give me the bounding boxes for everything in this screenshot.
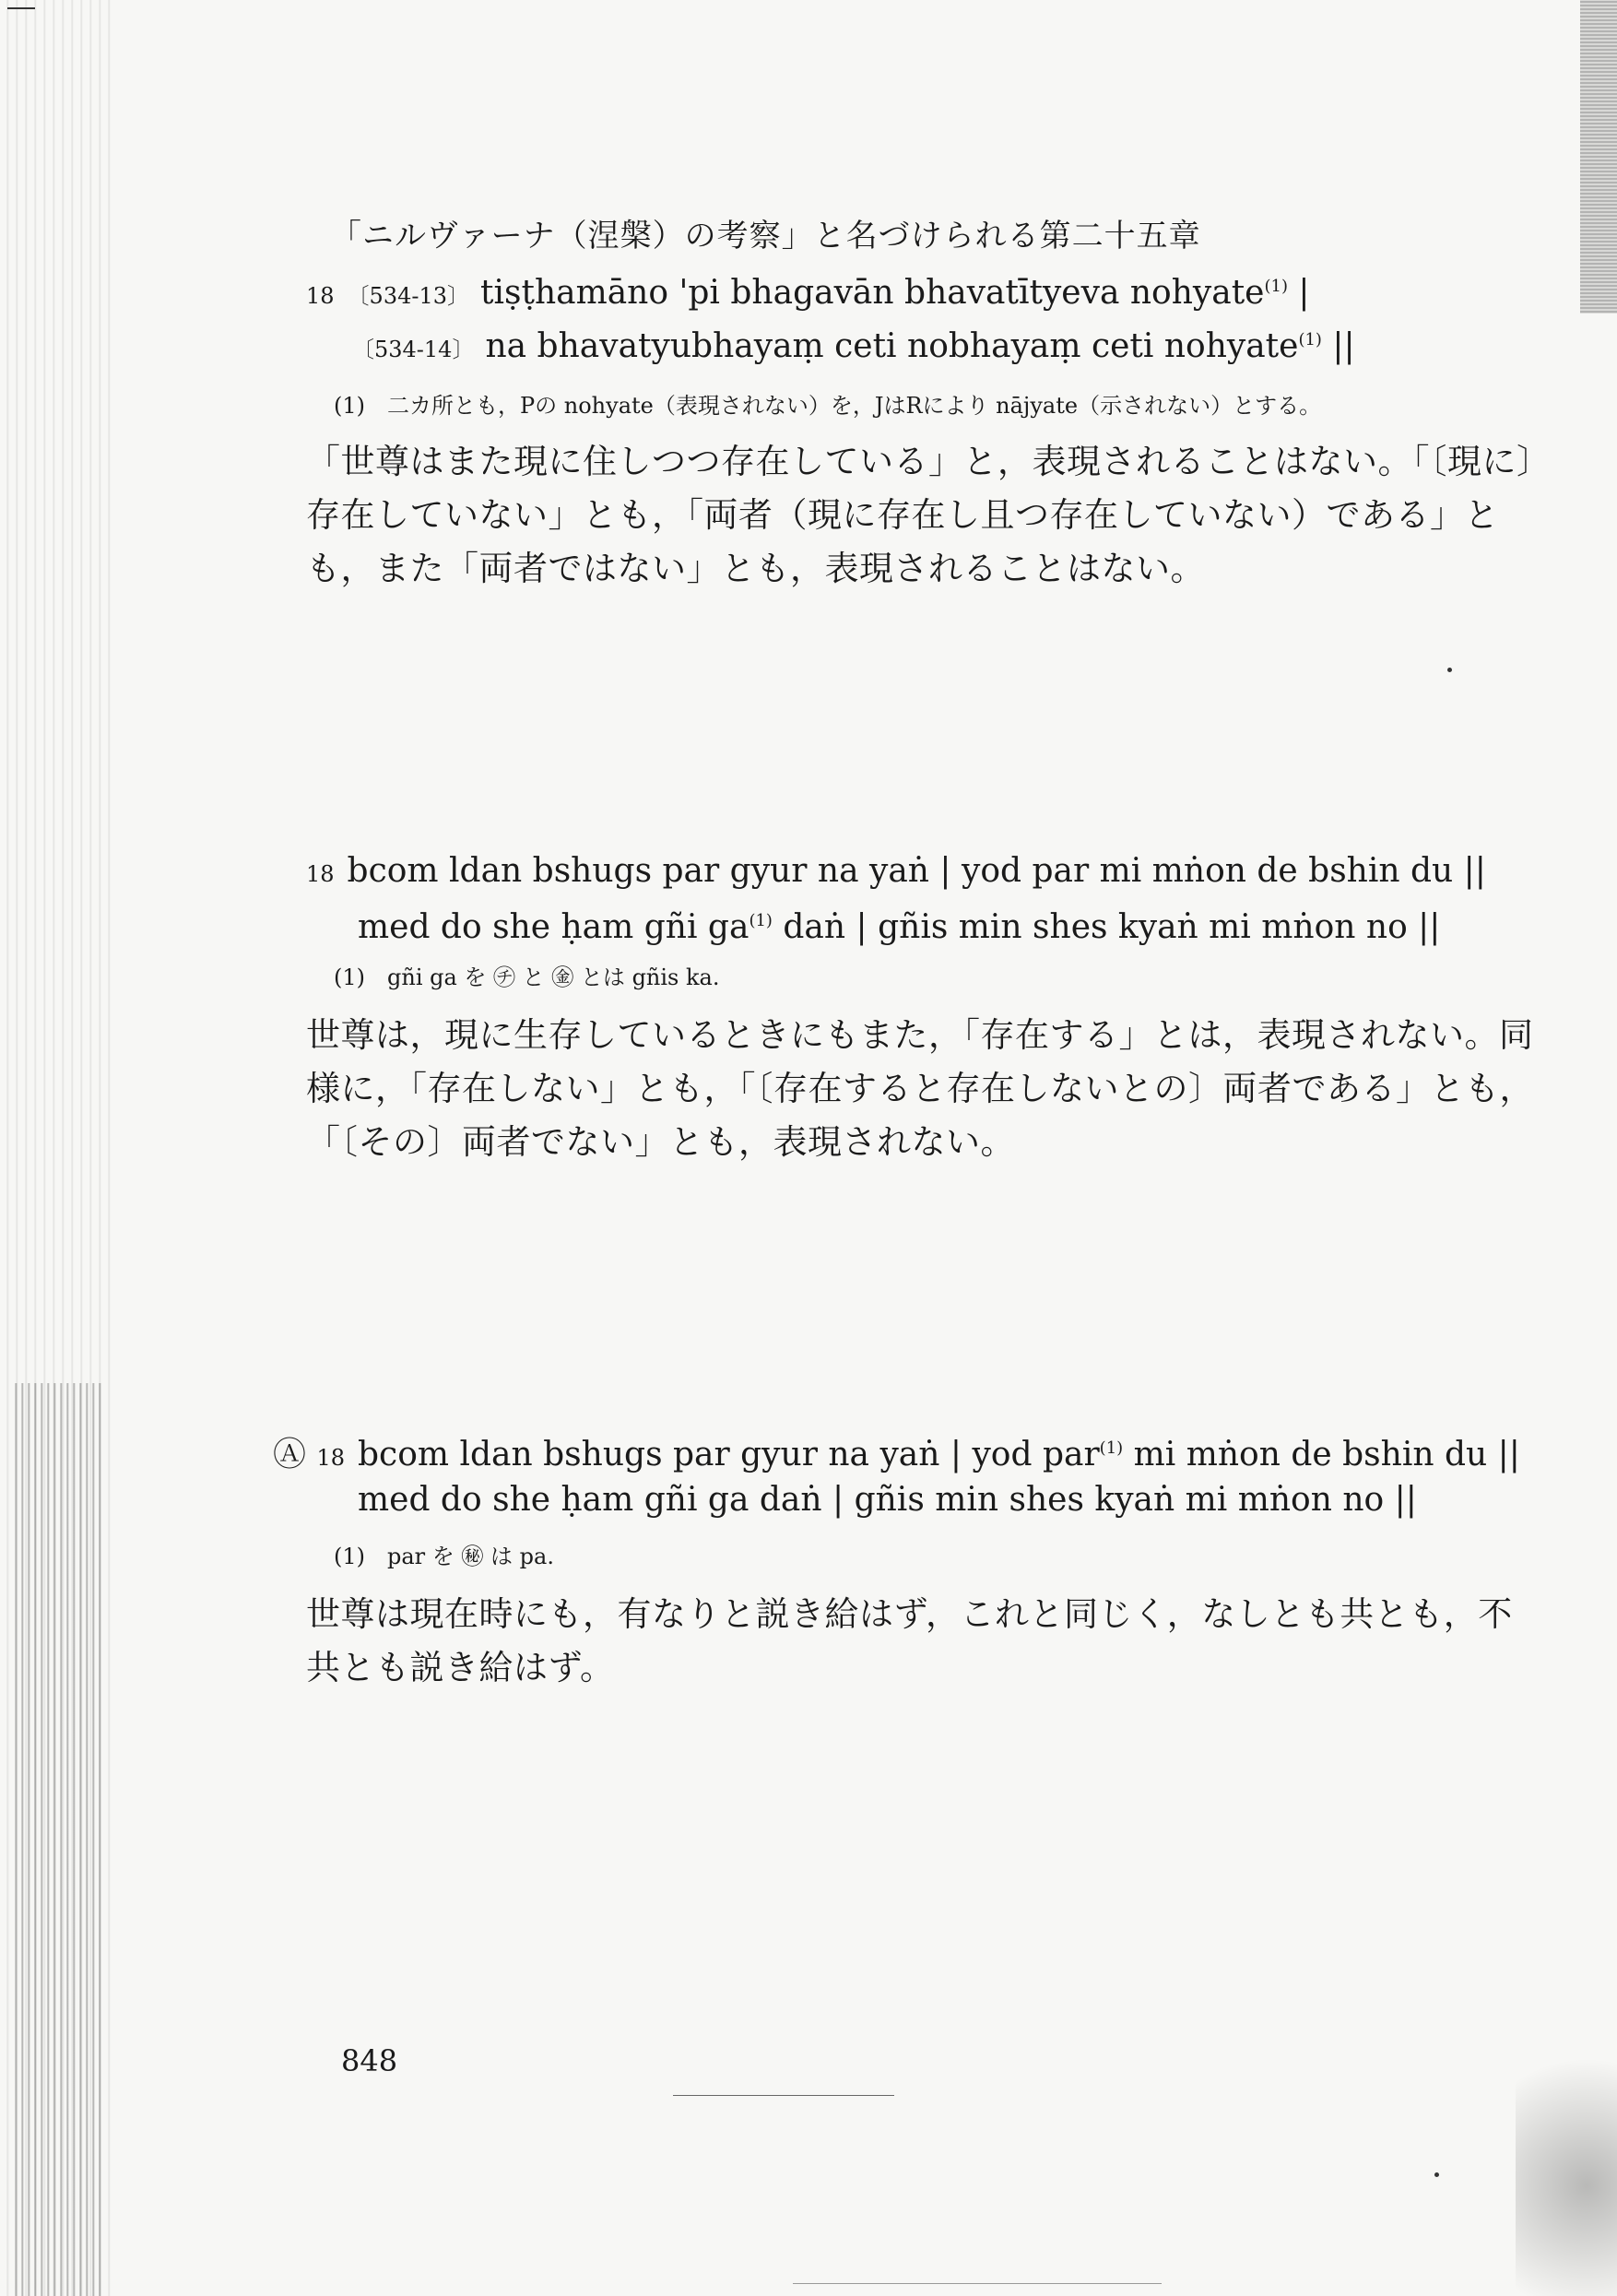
japanese-translation: 「世尊はまた現に住しつつ存在している」と，表現されることはない。「〔現に〕存在していない」とも，「両者（現に存在し且つ存在していない）である」とも，また「両者ではない」とも，表現されることはない。 <box>306 442 1534 588</box>
verse-text: mi mṅon de bshin du || <box>1123 1436 1520 1473</box>
tibetan-line-1 <box>306 845 1486 901</box>
verse-delimiter: || <box>1332 327 1355 365</box>
verse-text: daṅ | gñis min shes kyaṅ mi mṅon no || <box>772 908 1441 946</box>
japanese-translation: 世尊は現在時にも，有なりと説き給はず，これと同じく，なしとも共とも，不共とも説き給はず。 <box>306 1594 1513 1687</box>
footnote-marker: (1) <box>1298 330 1322 349</box>
verse-number: 18 <box>306 861 335 887</box>
scan-mark <box>7 7 35 9</box>
footnote: (1) 二カ所とも，Pの nohyate（表現されない）を，JはRにより nājyate（示されない）とする。 <box>334 393 1322 419</box>
verse-text: bcom ldan bshugs par gyur na yaṅ | yod par mi mṅon de bshin du || <box>347 852 1486 890</box>
verse-text: tiṣṭhamāno 'pi bhagavān bhavatītyeva nohyate <box>480 274 1265 312</box>
verse-delimiter: | <box>1298 274 1310 312</box>
scan-noise-bottom-right <box>1516 2019 1617 2296</box>
verse-number: 18 <box>316 1445 346 1471</box>
scan-edge-shadow-left-dark <box>11 1383 103 2296</box>
scan-speck <box>1434 2172 1439 2177</box>
verse-text: bcom ldan bshugs par gyur na yaṅ | yod par <box>358 1436 1100 1473</box>
scan-line <box>673 2095 894 2096</box>
verse-text: na bhavatyubhayaṃ ceti nobhayaṃ ceti nohyate <box>485 327 1299 365</box>
chapter-heading: 「ニルヴァーナ（涅槃）の考察」と名づけられる第二十五章 <box>330 218 1201 254</box>
footnote-marker: (1) <box>749 911 773 930</box>
japanese-translation: 世尊は，現に生存しているときにもまた，「存在する」とは，表現されない。同様に，「存在しない」とも，「〔存在すると存在しないとの〕両者である」とも，「〔その〕両者でない」とも，表現されない。 <box>306 1015 1534 1162</box>
page-reference: 〔534-14〕 <box>352 337 475 362</box>
tibetan-line-2 <box>358 1473 1417 1527</box>
verse-text: med do she ḥam gñi ga daṅ | gñis min shes kyaṅ mi mṅon no || <box>358 1481 1417 1519</box>
page-number: 848 <box>341 2043 398 2078</box>
source-marker: Ⓐ <box>273 1436 307 1473</box>
tibetan-line-2 <box>358 894 1440 954</box>
scan-speck <box>1447 668 1452 672</box>
sanskrit-line-2 <box>352 314 1355 376</box>
footnote-marker: (1) <box>1099 1438 1124 1458</box>
verse-text: med do she ḥam gñi ga <box>358 908 749 946</box>
scan-line <box>793 2283 1162 2284</box>
verse-number: 18 <box>306 283 335 309</box>
footnote: (1) par を ㊙ は pa. <box>334 1544 554 1569</box>
footnote: (1) gñi ga を ㋠ と ㊎ とは gñis ka. <box>334 965 720 990</box>
page-reference: 〔534-13〕 <box>347 283 470 309</box>
scan-edge-shadow-right <box>1580 0 1617 314</box>
footnote-marker: (1) <box>1264 277 1288 296</box>
